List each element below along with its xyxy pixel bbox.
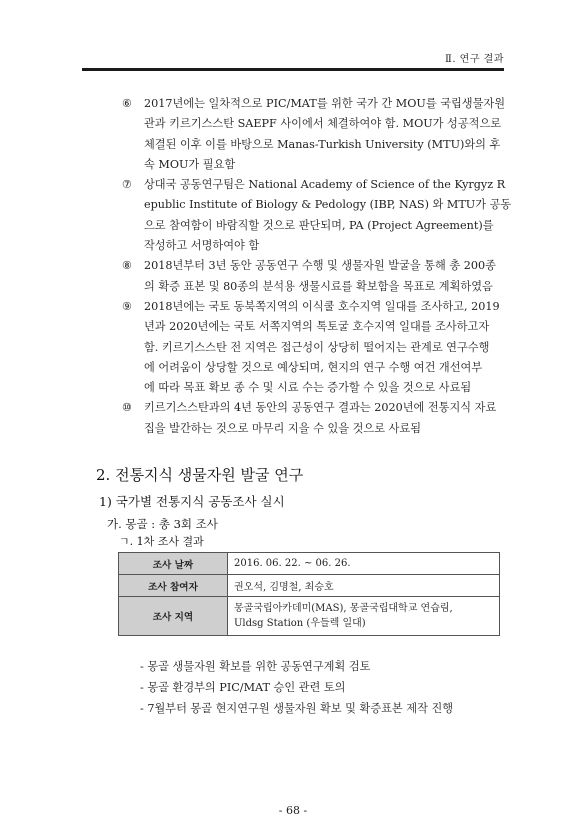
- survey-table: [118, 552, 500, 636]
- item-line: 에 어려움이 상당할 것으로 예상되며, 현지의 연구 수행 여건 개선여부: [144, 360, 483, 374]
- item-line: 키르기스스탄과의 4년 동안의 공동연구 결과는 2020년에 전통지식 자료: [144, 401, 497, 415]
- region-line: Uldsg Station (우들렉 일대): [234, 618, 366, 629]
- item-number: ⑨: [122, 299, 133, 313]
- survey-members-label: 조사 참여자: [119, 575, 228, 597]
- item-number: ⑦: [122, 178, 133, 192]
- item-number: ⑩: [122, 401, 133, 415]
- subsection-title: 1) 국가별 전통지식 공동조사 실시: [99, 494, 285, 509]
- item-line: 2018년부터 3년 동안 공동연구 수행 및 생물자원 발굴을 통해 총 200종: [144, 259, 496, 273]
- item-line: 의 확증 표본 및 80종의 분석용 생물시료를 확보함을 목표로 계획하였음: [144, 279, 493, 293]
- table-row: [119, 575, 500, 597]
- country-heading: 가. 몽골 : 총 3회 조사: [107, 517, 218, 531]
- item-line: 체결된 이후 이를 바탕으로 Manas-Turkish University (MTU)와의 후: [144, 137, 501, 151]
- item-line: 으로 참여함이 바람직할 것으로 판단되며, PA (Project Agreement)를: [144, 218, 494, 232]
- header-rule: [82, 68, 504, 71]
- item-line: 에 따라 목표 확보 종 수 및 시료 수는 증가할 수 있을 것으로 사료됨: [144, 381, 472, 395]
- list-item: - 몽골 환경부의 PIC/MAT 승인 관련 토의: [140, 681, 346, 694]
- bullet-list: [140, 656, 453, 719]
- survey-heading: ㄱ. 1차 조사 결과: [119, 535, 204, 548]
- item-number: ⑥: [122, 97, 133, 110]
- survey-date-value: 2016. 06. 22. ~ 06. 26.: [228, 553, 500, 575]
- item-line: 작성하고 서명하여야 함: [144, 239, 260, 253]
- item-number: ⑧: [122, 259, 133, 273]
- list-item: - 7월부터 몽골 현지연구원 생물자원 확보 및 확증표본 제작 진행: [140, 702, 454, 715]
- item-line: 년과 2020년에는 국토 서쪽지역의 톡토굴 호수지역 일대를 조사하고자: [144, 320, 490, 334]
- numbered-items: [122, 94, 512, 439]
- region-line: 몽골국립아카데미(MAS), 몽골국립대학교 연습림,: [234, 603, 453, 614]
- chapter-header: Ⅱ. 연구 결과: [445, 54, 504, 65]
- item-8: [122, 256, 508, 297]
- item-line: 2018년에는 국토 동북쪽지역의 이식쿨 호수지역 일대를 조사하고, 2019: [144, 299, 500, 313]
- item-6: [122, 94, 508, 175]
- item-line: epublic Institute of Biology & Pedology (IBP, NAS) 와 MTU가 공동: [144, 198, 512, 212]
- item-line: 함. 키르기스스탄 전 지역은 접근성이 상당히 떨어지는 관계로 연구수행: [144, 340, 490, 354]
- survey-date-label: 조사 날짜: [119, 553, 228, 575]
- page-number: - 68 -: [278, 804, 308, 817]
- survey-members-value: 권오석, 김명철, 최승호: [228, 575, 500, 597]
- item-line: 2017년에는 일차적으로 PIC/MAT를 위한 국가 간 MOU를 국립생물자원: [144, 97, 506, 110]
- survey-region-label: 조사 지역: [119, 597, 228, 636]
- table-row: [119, 597, 500, 636]
- section-title: 2. 전통지식 생물자원 발굴 연구: [96, 466, 304, 484]
- item-line: 관과 키르기스스탄 SAEPF 사이에서 체결하여야 함. MOU가 성공적으로: [144, 117, 502, 131]
- item-9: [122, 297, 508, 398]
- item-line: 상대국 공동연구팀은 National Academy of Science of the Kyrgyz R: [144, 178, 506, 192]
- item-7: [122, 175, 512, 256]
- item-line: 집을 발간하는 것으로 마무리 지을 수 있을 것으로 사료됨: [144, 421, 422, 435]
- survey-region-value: [228, 597, 500, 636]
- item-10: [122, 398, 508, 439]
- table-row: [119, 553, 500, 575]
- list-item: - 몽골 생물자원 확보를 위한 공동연구계획 검토: [140, 660, 371, 673]
- item-line: 속 MOU가 필요함: [144, 157, 236, 171]
